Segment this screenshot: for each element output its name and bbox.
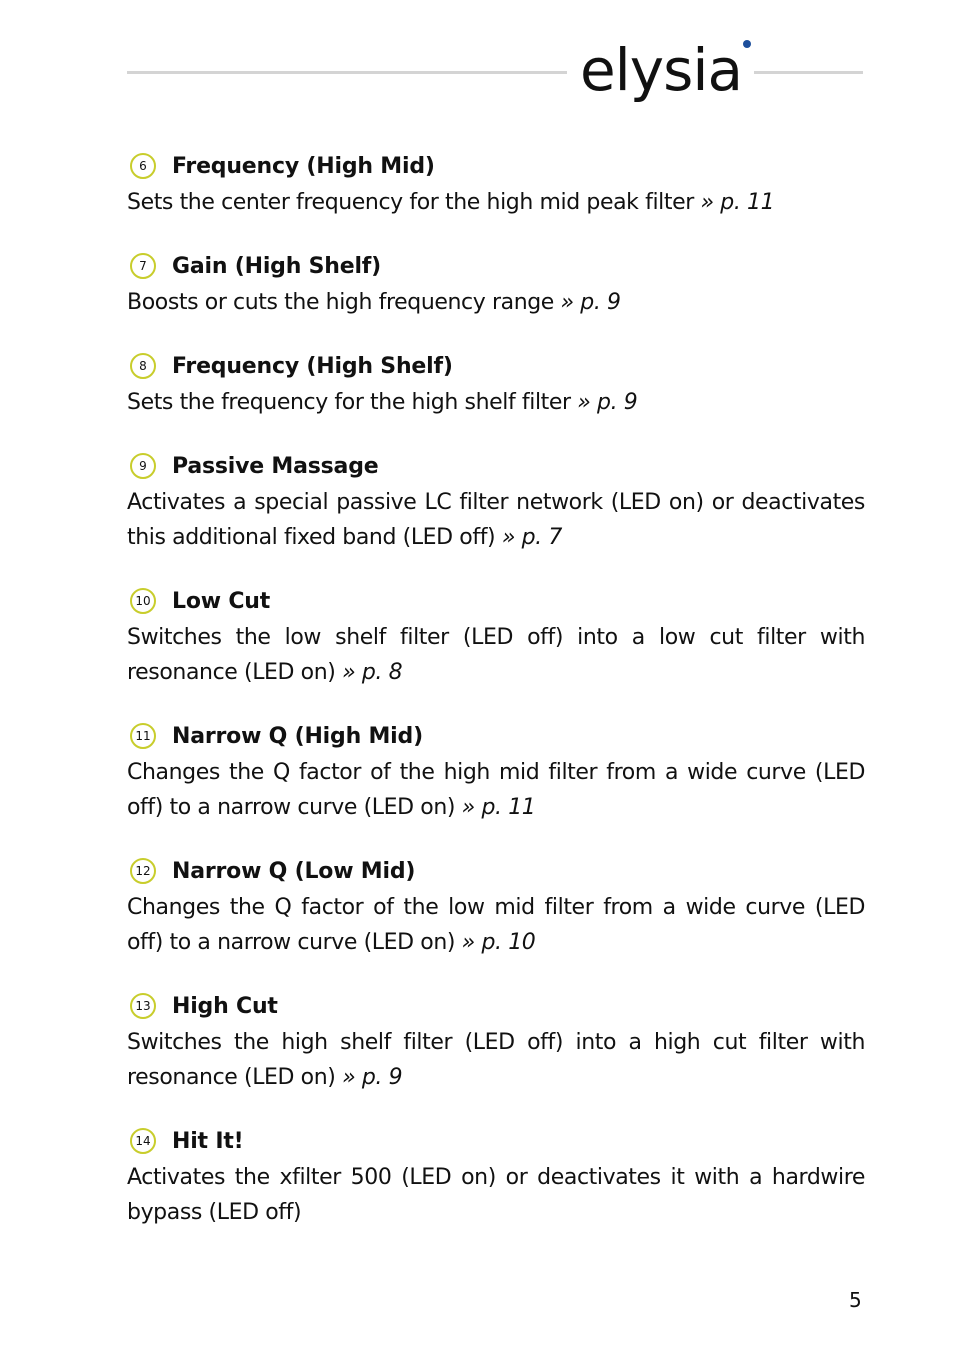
entry-frequency-high-shelf <box>127 347 865 420</box>
number-badge: 6 <box>130 153 156 179</box>
control-description-list <box>127 147 865 1257</box>
page-reference: » p. 9 <box>560 290 621 315</box>
number-badge: 13 <box>130 993 156 1019</box>
entry-hit-it <box>127 1122 865 1230</box>
elysia-logo: elysia <box>580 36 742 104</box>
entry-description <box>127 755 865 825</box>
entry-gain-high-shelf <box>127 247 865 320</box>
number-badge: 11 <box>130 723 156 749</box>
description-text: Changes the Q factor of the high mid filter from a wide curve (LED off) to a narrow curve (LED on) <box>127 760 865 820</box>
entry-narrow-q-low-mid <box>127 852 865 960</box>
description-text: Changes the Q factor of the low mid filter from a wide curve (LED off) to a narrow curve (LED on) <box>127 895 865 955</box>
description-text: Boosts or cuts the high frequency range <box>127 290 554 315</box>
page-reference: » p. 9 <box>577 390 638 415</box>
entry-description <box>127 485 865 555</box>
entry-heading <box>127 1122 865 1160</box>
number-badge: 9 <box>130 453 156 479</box>
entry-heading <box>127 247 865 285</box>
entry-description <box>127 385 865 420</box>
entry-description <box>127 1160 865 1230</box>
entry-title: Hit It! <box>172 1128 244 1154</box>
entry-description <box>127 620 865 690</box>
number-badge: 7 <box>130 253 156 279</box>
entry-narrow-q-high-mid <box>127 717 865 825</box>
page-reference: » p. 11 <box>461 795 536 820</box>
page-reference: » p. 10 <box>461 930 536 955</box>
entry-heading <box>127 582 865 620</box>
description-text: Switches the low shelf filter (LED off) into a low cut filter with resonance (LED on) <box>127 625 865 685</box>
number-badge: 12 <box>130 858 156 884</box>
entry-title: Frequency (High Shelf) <box>172 353 453 379</box>
entry-title: Low Cut <box>172 588 271 614</box>
description-text: Sets the center frequency for the high mid peak filter <box>127 190 694 215</box>
description-text: Sets the frequency for the high shelf filter <box>127 390 571 415</box>
page-reference: » p. 8 <box>342 660 403 685</box>
entry-title: Passive Massage <box>172 453 379 479</box>
entry-heading <box>127 987 865 1025</box>
entry-title: Frequency (High Mid) <box>172 153 435 179</box>
entry-title: Gain (High Shelf) <box>172 253 382 279</box>
header-rule-left <box>127 71 567 74</box>
description-text: Activates the xfilter 500 (LED on) or deactivates it with a hardwire bypass (LED off) <box>127 1165 865 1225</box>
entry-low-cut <box>127 582 865 690</box>
page-reference: » p. 9 <box>342 1065 403 1090</box>
entry-heading <box>127 717 865 755</box>
logo-dot-icon <box>743 40 751 48</box>
description-text: Switches the high shelf filter (LED off) into a high cut filter with resonance (LED on) <box>127 1030 865 1090</box>
entry-description <box>127 285 865 320</box>
number-badge: 14 <box>130 1128 156 1154</box>
entry-title: Narrow Q (Low Mid) <box>172 858 416 884</box>
entry-heading <box>127 447 865 485</box>
entry-description <box>127 1025 865 1095</box>
number-badge: 10 <box>130 588 156 614</box>
entry-high-cut <box>127 987 865 1095</box>
entry-description <box>127 185 865 220</box>
description-text: Activates a special passive LC filter network (LED on) or deactivates this additional fixed band (LED off) <box>127 490 865 550</box>
header-rule-right <box>754 71 863 74</box>
entry-heading <box>127 852 865 890</box>
page-number: 5 <box>849 1288 862 1312</box>
number-badge: 8 <box>130 353 156 379</box>
page-reference: » p. 7 <box>501 525 562 550</box>
entry-title: Narrow Q (High Mid) <box>172 723 423 749</box>
entry-title: High Cut <box>172 993 278 1019</box>
page-reference: » p. 11 <box>700 190 775 215</box>
entry-heading <box>127 347 865 385</box>
entry-frequency-high-mid <box>127 147 865 220</box>
entry-passive-massage <box>127 447 865 555</box>
entry-heading <box>127 147 865 185</box>
entry-description <box>127 890 865 960</box>
